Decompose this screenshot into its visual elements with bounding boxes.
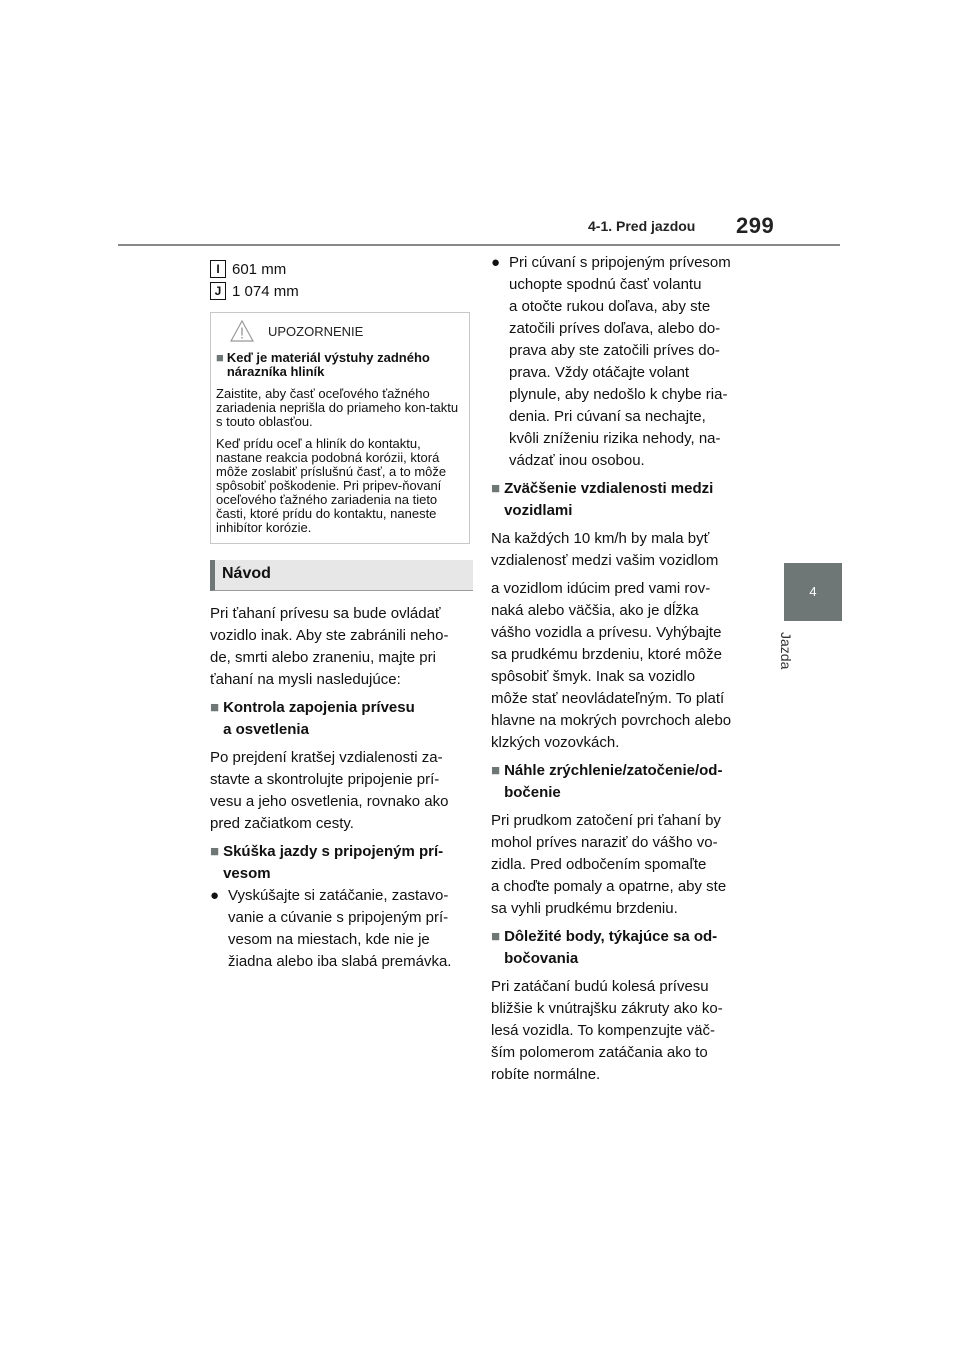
text-line: bližšie k vnútrajšku zákruty ako ko-: [491, 1000, 723, 1017]
paragraph-distance-2: [491, 578, 753, 754]
text-line: Pri cúvaní s pripojeným prívesom: [509, 254, 731, 271]
text-line: sa prudkému brzdeniu, ktoré môže: [491, 646, 722, 663]
text-line: prava. Vždy otáčajte volant: [509, 364, 690, 381]
section-title: 4-1. Pred jazdou: [588, 218, 696, 234]
page-number: 299: [736, 213, 775, 238]
text-line: spôsobiť šmyk. Inak sa vozidlo: [491, 668, 696, 685]
text-line: Pri prudkom zatočení pri ťahaní by: [491, 812, 721, 829]
paragraph-distance-1: [491, 528, 753, 572]
text-line: Pri zatáčaní budú kolesá prívesu: [491, 978, 709, 995]
caution-title: UPOZORNENIE: [268, 323, 364, 339]
text-line: vesom na miestach, kde nie je: [228, 931, 430, 948]
subheading-turning: [491, 926, 753, 970]
text-line: Dôležité body, týkajúce sa od-: [504, 928, 718, 945]
square-bullet-icon: ■: [210, 699, 220, 716]
text-line: vozidlami: [504, 502, 573, 519]
bullet-item: [491, 252, 753, 472]
text-line: a vozidlom idúcim pred vami rov-: [491, 580, 711, 597]
subheading-trailer-check: [210, 697, 470, 741]
caution-box: [210, 312, 470, 544]
text-line: môže stať neovládateľným. To platí: [491, 690, 725, 707]
text-line: Zväčšenie vzdialenosti medzi: [504, 480, 714, 497]
warning-triangle-icon: [230, 320, 254, 342]
text-line: pred začiatkom cesty.: [210, 815, 354, 832]
text-line: klzkých vozovkách.: [491, 734, 620, 751]
header-divider: [118, 244, 840, 246]
chapter-tab: 4: [784, 563, 842, 621]
square-bullet-icon: ■: [491, 928, 501, 945]
square-bullet-icon: ■: [216, 350, 224, 365]
caution-header: [230, 319, 464, 343]
subheading-test-drive: [210, 841, 470, 885]
text-line: naká alebo väčšia, ako je dĺžka: [491, 602, 699, 619]
text-line: zidla. Pred odbočením spomaľte: [491, 856, 707, 873]
bullet-item: [210, 885, 470, 973]
subheading-sudden-maneuver: [491, 760, 753, 804]
chapter-label: Jazda: [778, 632, 794, 670]
text-line: Náhle zrýchlenie/zatočenie/od-: [504, 762, 723, 779]
bullet-dot-icon: ●: [210, 887, 220, 904]
text-line: a otočte rukou doľava, aby ste: [509, 298, 711, 315]
subheading-distance: [491, 478, 753, 522]
square-bullet-icon: ■: [210, 843, 220, 860]
text-line: vanie a cúvanie s pripojeným prí-: [228, 909, 449, 926]
left-column: [210, 258, 470, 973]
text-line: Vyskúšajte si zatáčanie, zastavo-: [228, 887, 449, 904]
text-line: prava aby ste zatočili príves do-: [509, 342, 720, 359]
text-line: Skúška jazdy s pripojeným prí-: [223, 843, 444, 860]
dimension-i: [210, 258, 470, 280]
square-bullet-icon: ■: [491, 762, 501, 779]
text-line: vzdialenosť medzi vašim vozidlom: [491, 552, 719, 569]
text-line: de, smrti alebo zraneniu, majte pri: [210, 649, 436, 666]
text-line: sa vyhli prudkému brzdeniu.: [491, 900, 678, 917]
text-line: vesom: [223, 865, 271, 882]
text-line: stavte a skontrolujte pripojenie prí-: [210, 771, 440, 788]
text-line: ším polomerom zatáčania ako to: [491, 1044, 708, 1061]
intro-paragraph: [210, 603, 470, 691]
paragraph-sudden-maneuver: [491, 810, 753, 920]
text-line: lesá vozidla. To kompenzujte väč-: [491, 1022, 716, 1039]
text-line: robíte normálne.: [491, 1066, 601, 1083]
dimension-key: I: [210, 260, 226, 278]
text-line: Kontrola zapojenia prívesu: [223, 699, 415, 716]
text-line: vádzať inou osobou.: [509, 452, 645, 469]
square-bullet-icon: ■: [491, 480, 501, 497]
caution-paragraph: Keď prídu oceľ a hliník do kontaktu, nastane reakcia podobná korózii, ktorá môže zoslabiť príslušnú časť, a to môže spôsobiť poškodenie. Pri pripev-ňovaní oceľového ťažného zariadenia na tieto časti, ktoré prídu do kontaktu, naneste inhibítor korózie.: [216, 436, 447, 535]
paragraph-turning: [491, 976, 753, 1086]
text-line: žiadna alebo iba slabá premávka.: [228, 953, 452, 970]
text-line: ťahaní na mysli nasledujúce:: [210, 671, 401, 688]
dimension-key: J: [210, 282, 226, 300]
text-line: mohol príves naraziť do vášho vo-: [491, 834, 718, 851]
dimension-value: 601 mm: [232, 260, 287, 278]
paragraph-check: [210, 747, 470, 835]
text-line: Pri ťahaní prívesu sa bude ovládať: [210, 605, 441, 622]
text-line: vášho vozidla a prívesu. Vyhýbajte: [491, 624, 722, 641]
bullet-dot-icon: ●: [491, 254, 501, 271]
dimension-j: [210, 280, 470, 302]
text-line: plynule, aby nedošlo k chybe ria-: [509, 386, 728, 403]
text-line: Na každých 10 km/h by mala byť: [491, 530, 710, 547]
text-line: Po prejdení kratšej vzdialenosti za-: [210, 749, 443, 766]
caution-subheading: ■ Keď je materiál výstuhy zadného nárazníka hliník: [216, 350, 430, 379]
text-line: denia. Pri cúvaní sa nechajte,: [509, 408, 706, 425]
text-line: zatočili príves doľava, alebo do-: [509, 320, 721, 337]
text-line: a choďte pomaly a opatrne, aby ste: [491, 878, 727, 895]
dimension-value: 1 074 mm: [232, 282, 299, 300]
text-line: a osvetlenia: [223, 721, 309, 738]
caution-paragraph: Zaistite, aby časť oceľového ťažného zariadenia neprišla do priameho kon-taktu s touto oblasťou.: [216, 386, 459, 429]
text-line: kvôli zníženiu rizika nehody, na-: [509, 430, 721, 447]
text-line: hlavne na mokrých povrchoch alebo: [491, 712, 732, 729]
right-column: [491, 252, 753, 1086]
guide-heading: Návod: [210, 560, 473, 591]
text-line: bočenie: [504, 784, 561, 801]
text-line: bočovania: [504, 950, 579, 967]
text-line: uchopte spodnú časť volantu: [509, 276, 702, 293]
text-line: vozidlo inak. Aby ste zabránili neho-: [210, 627, 449, 644]
text-line: vesu a jeho osvetlenia, rovnako ako: [210, 793, 449, 810]
